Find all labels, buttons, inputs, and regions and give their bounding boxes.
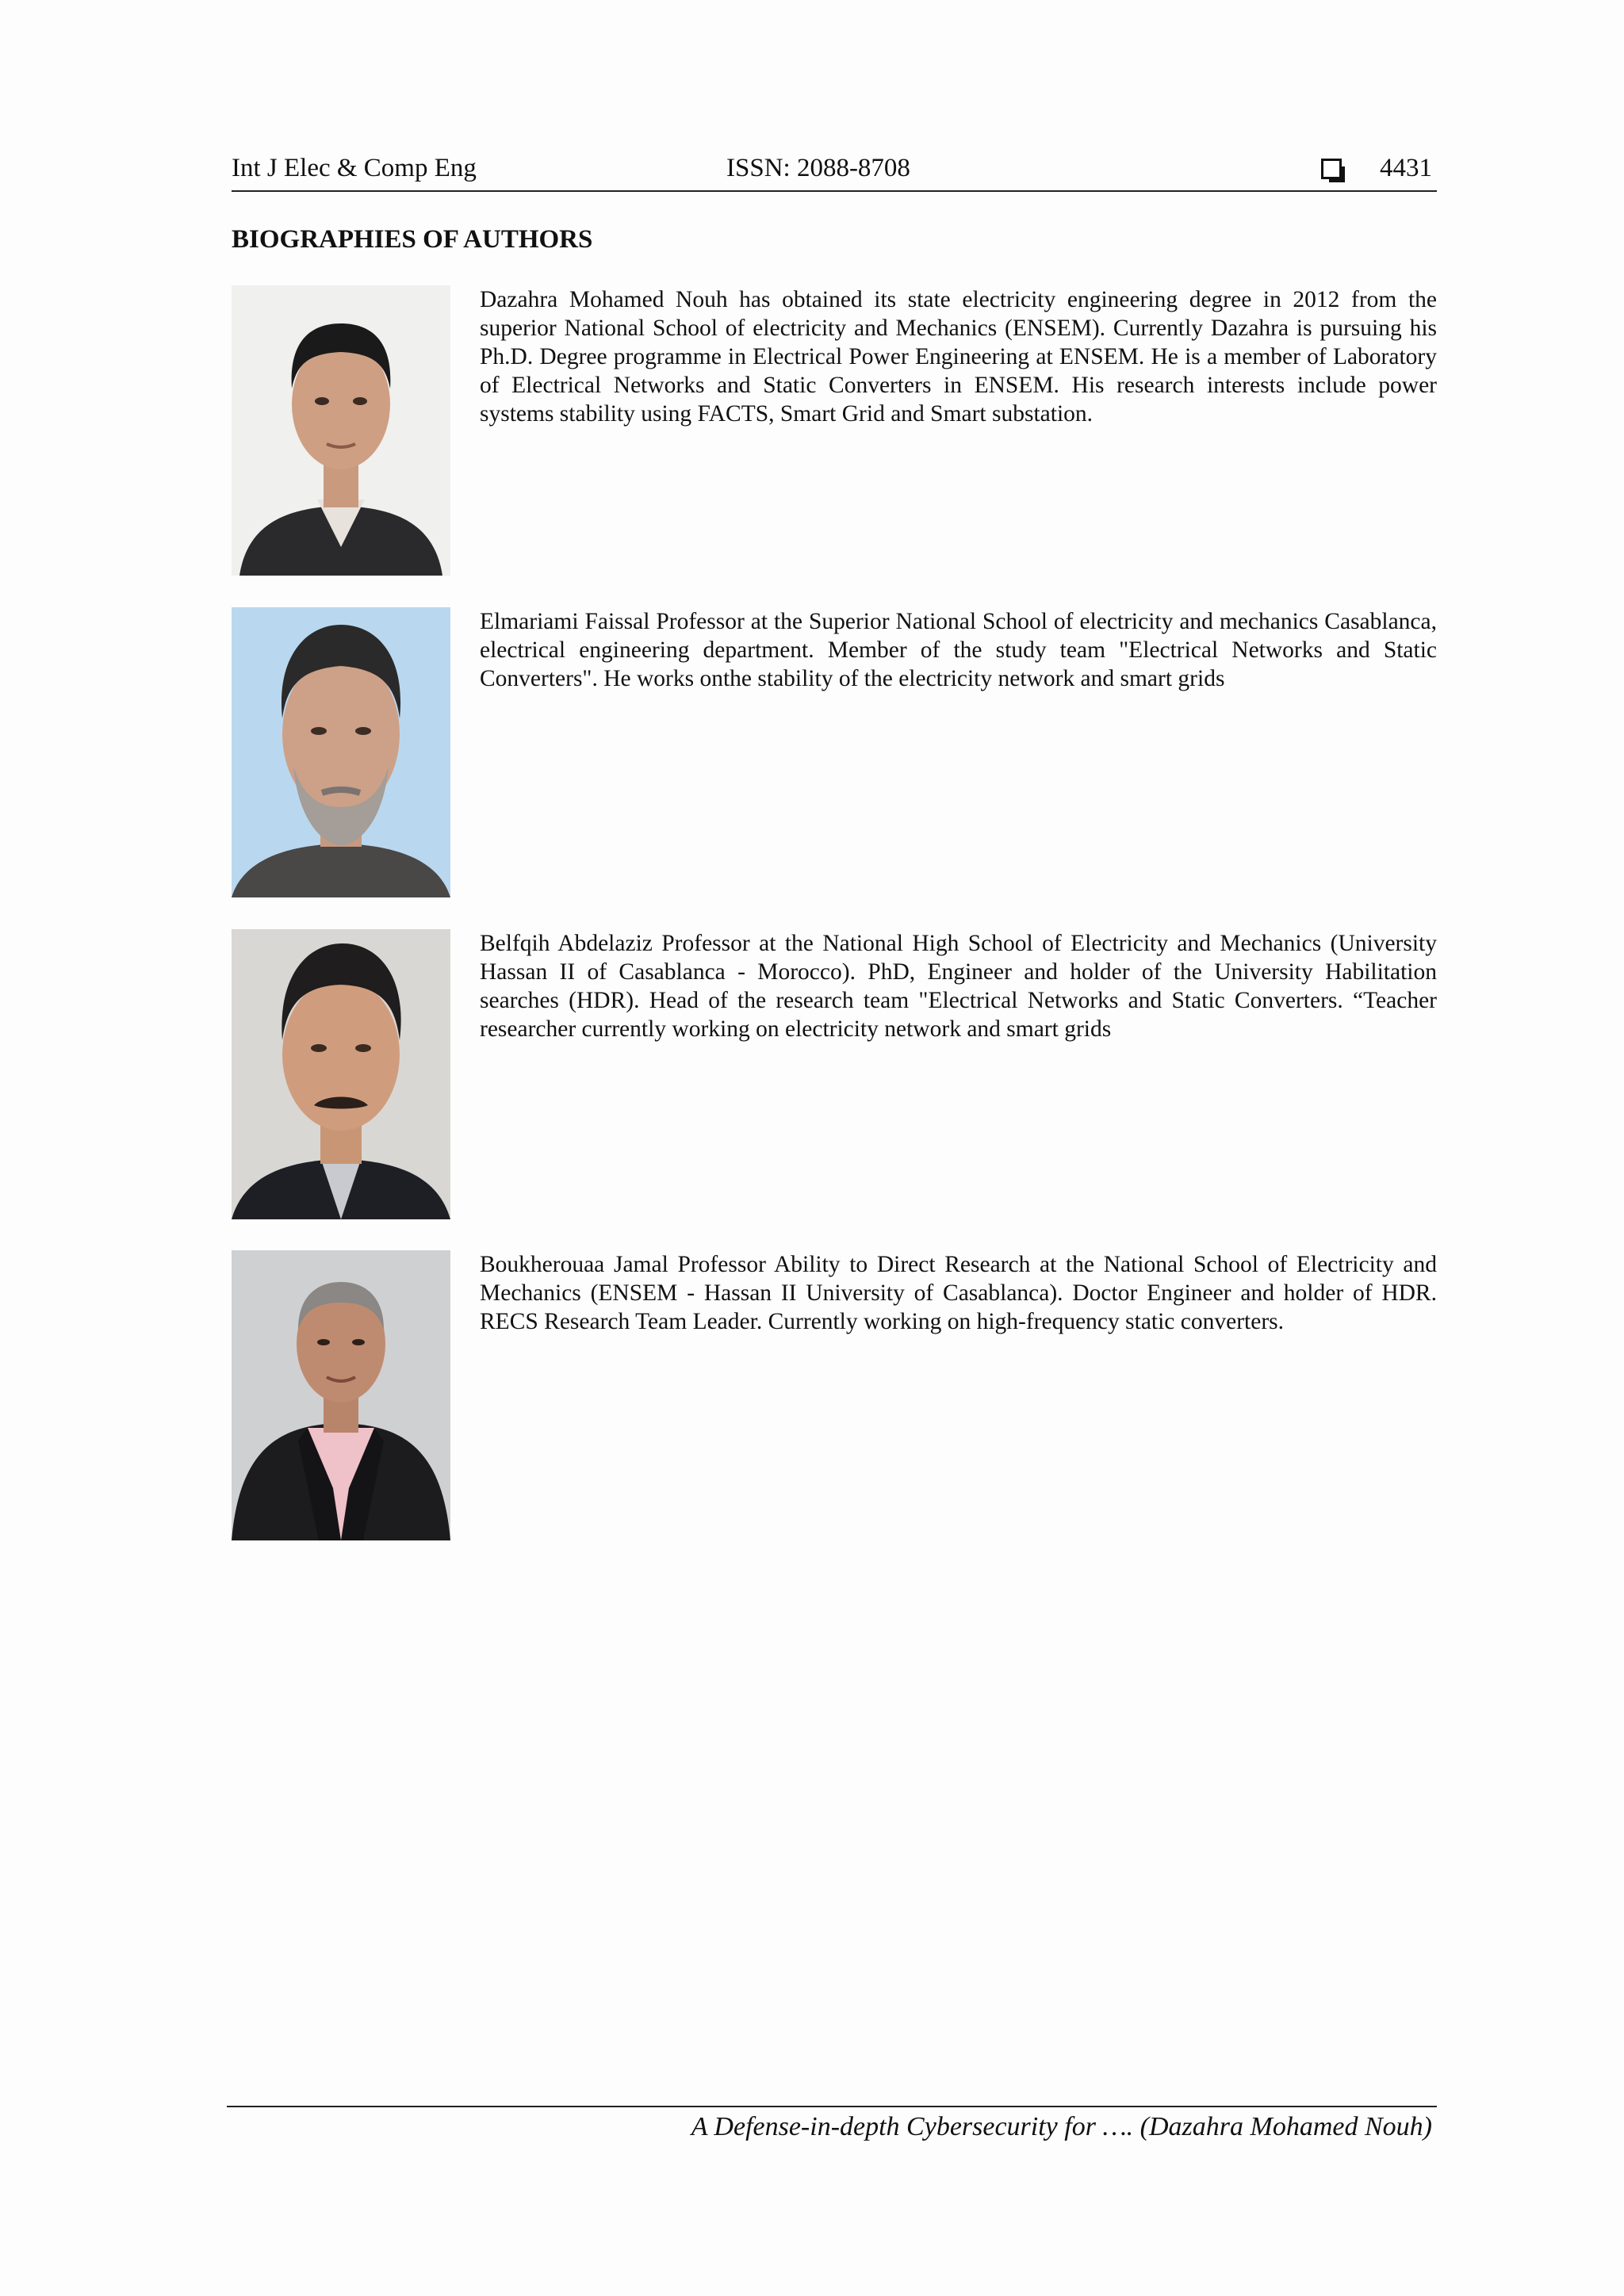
author-photo-2 bbox=[232, 607, 450, 897]
page-number-group bbox=[1321, 154, 1432, 183]
author-bio-text-2: Elmariami Faissal Professor at the Superior National School of electricity and mechanics Casablanca, electrical engineering department. Member of the study team "Electrical Networks and Static Converters". He works onthe stability of the electricity network and smart grids bbox=[480, 609, 1437, 691]
author-bio-3 bbox=[232, 929, 1437, 1221]
issn: ISSN: 2088-8708 bbox=[726, 154, 910, 182]
author-photo-3 bbox=[232, 929, 450, 1219]
page-number: 4431 bbox=[1380, 154, 1432, 182]
author-bio-1 bbox=[232, 285, 1437, 577]
footer-rule bbox=[227, 2106, 1437, 2107]
author-bio-text-3: Belfqih Abdelaziz Professor at the National High School of Electricity and Mechanics (University Hassan II of Casablanca - Morocco). PhD, Engineer and holder of the University Habilitation searches (HDR). Head of the research team "Electrical Networks and Static Converters. “Teacher researcher currently working on electricity network and smart grids bbox=[480, 931, 1437, 1042]
author-photo-4 bbox=[232, 1250, 450, 1540]
author-photo-1 bbox=[232, 285, 450, 576]
journal-name: Int J Elec & Comp Eng bbox=[232, 154, 477, 182]
section-title: BIOGRAPHIES OF AUTHORS bbox=[232, 225, 593, 254]
author-bio-text-4: Boukherouaa Jamal Professor Ability to Direct Research at the National School of Electricity and Mechanics (ENSEM - Hassan II University of Casablanca). Doctor Engineer and holder of HDR. RECS Research Team Leader. Currently working on high-frequency static converters. bbox=[480, 1252, 1437, 1334]
running-footer: A Defense-in-depth Cybersecurity for …. (Dazahra Mohamed Nouh) bbox=[691, 2112, 1432, 2141]
author-bio-4 bbox=[232, 1250, 1437, 1542]
author-bio-text-1: Dazahra Mohamed Nouh has obtained its state electricity engineering degree in 2012 from the superior National School of electricity and Mechanics (ENSEM). Currently Dazahra is pursuing his Ph.D. Degree programme in Electrical Power Engineering at ENSEM. He is a member of Laboratory of Electrical Networks and Static Converters in ENSEM. His research interests include power systems stability using FACTS, Smart Grid and Smart substation. bbox=[480, 287, 1437, 427]
author-bio-2 bbox=[232, 607, 1437, 899]
page-header bbox=[232, 152, 1437, 192]
box-icon bbox=[1321, 159, 1342, 179]
